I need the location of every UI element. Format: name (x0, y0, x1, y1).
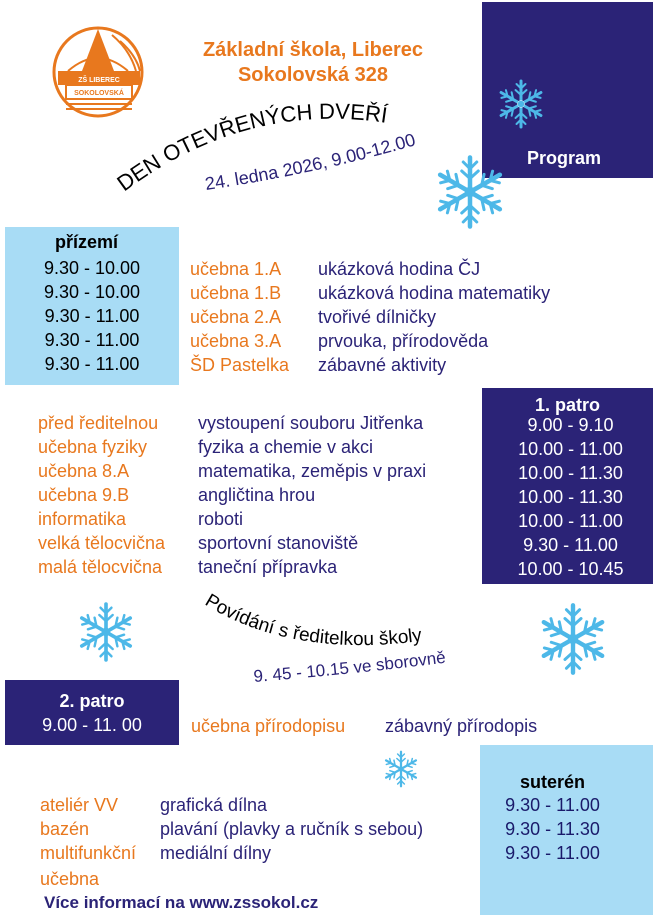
logo-text-top: ZŠ LIBEREC (78, 77, 120, 84)
footer-info[interactable]: Více informací na www.zssokol.cz (44, 893, 319, 912)
prizemi-time: 9.30 - 11.00 (44, 306, 140, 326)
povidani-section (190, 590, 510, 690)
patro1-room: učebna 9.B (38, 485, 130, 505)
prizemi-room: učebna 3.A (190, 331, 282, 351)
patro1-activity: matematika, zeměpis v praxi (198, 461, 427, 481)
suteren-room: bazén (40, 819, 90, 839)
prizemi-activity: zábavné aktivity (318, 355, 447, 375)
patro1-room: velká tělocvična (38, 533, 166, 553)
patro2-activity: zábavný přírodopis (385, 716, 538, 736)
patro1-activity: sportovní stanoviště (198, 533, 359, 553)
patro1-room: před ředitelnou (38, 413, 159, 433)
event-title-text: DEN OTEVŘENÝCH DVEŘÍ (112, 100, 390, 196)
program-label: Program (526, 148, 602, 168)
prizemi-activity: tvořivé dílničky (318, 307, 437, 327)
patro1-room: informatika (38, 509, 127, 529)
patro1-time: 9.30 - 11.00 (523, 535, 618, 555)
patro1-activity: vystoupení souboru Jitřenka (198, 413, 424, 433)
snowflake-icon (428, 150, 512, 234)
snowflake-icon (493, 76, 549, 132)
patro1-heading: 1. patro (534, 395, 600, 415)
patro1-activity: fyzika a chemie v akci (198, 437, 374, 457)
patro1-room: učebna 8.A (38, 461, 130, 481)
event-date: 24. ledna 2026, 9.00-12.00 (203, 129, 418, 194)
prizemi-room: ŠD Pastelka (190, 355, 290, 375)
povidani-title: Povídání s ředitelkou školy (201, 590, 423, 651)
patro1-time: 10.00 - 11.00 (518, 439, 623, 459)
prizemi-room: učebna 2.A (190, 307, 282, 327)
logo-text-bottom: SOKOLOVSKÁ (74, 90, 124, 97)
school-name (168, 38, 458, 88)
patro1-time: 10.00 - 11.30 (518, 463, 623, 483)
suteren-room: multifunkční (40, 843, 137, 863)
patro2-time: 9.00 - 11. 00 (42, 715, 142, 735)
prizemi-room: učebna 1.A (190, 259, 282, 279)
suteren-activity: mediální dílny (160, 843, 272, 863)
suteren-room: ateliér VV (40, 795, 119, 815)
patro1-time: 9.00 - 9.10 (527, 415, 614, 435)
patro1-room: malá tělocvična (38, 557, 163, 577)
patro2-heading: 2. patro (59, 691, 125, 711)
suteren-time: 9.30 - 11.00 (505, 843, 600, 863)
prizemi-time: 9.30 - 11.00 (44, 330, 140, 350)
patro1-time: 10.00 - 10.45 (517, 559, 624, 579)
prizemi-time: 9.30 - 10.00 (43, 282, 141, 302)
suteren-activity: plavání (plavky a ručník s sebou) (160, 819, 424, 839)
povidani-subtitle: 9. 45 - 10.15 ve sborovně (252, 647, 447, 686)
snowflake-icon (532, 598, 614, 680)
prizemi-activity: ukázková hodina matematiky (318, 283, 551, 303)
prizemi-activity: ukázková hodina ČJ (318, 259, 481, 279)
patro1-room: učebna fyziky (38, 437, 148, 457)
svg-text:9. 45 - 10.15 ve sborovně (253, 648, 447, 686)
patro1-activity: angličtina hrou (198, 485, 316, 505)
svg-text:24. ledna 2026, 9.00-12.00 (204, 129, 418, 194)
snowflake-icon (72, 598, 140, 666)
patro1-time: 10.00 - 11.30 (518, 487, 623, 507)
suteren-time: 9.30 - 11.30 (505, 819, 600, 839)
school-name-line1: Základní škola, Liberec (202, 39, 424, 61)
svg-text:Povídání s ředitelkou školy (201, 590, 423, 650)
patro1-activity: taneční přípravka (198, 557, 338, 577)
suteren-activity: grafická dílna (160, 795, 268, 815)
patro1-time: 10.00 - 11.00 (518, 511, 623, 531)
suteren-room-extra: učebna (40, 869, 100, 889)
suteren-heading: suterén (519, 772, 586, 792)
prizemi-time: 9.30 - 11.00 (44, 354, 140, 374)
event-title (110, 100, 470, 210)
suteren-time: 9.30 - 11.00 (505, 795, 600, 815)
school-name-line2: Sokolovská 328 (237, 64, 389, 86)
patro2-room: učebna přírodopisu (191, 716, 346, 736)
prizemi-room: učebna 1.B (190, 283, 282, 303)
prizemi-heading: přízemí (55, 232, 119, 252)
prizemi-activity: prvouka, přírodověda (318, 331, 489, 351)
patro1-activity: roboti (198, 509, 244, 529)
prizemi-time: 9.30 - 10.00 (43, 258, 141, 278)
snowflake-icon (380, 748, 422, 790)
